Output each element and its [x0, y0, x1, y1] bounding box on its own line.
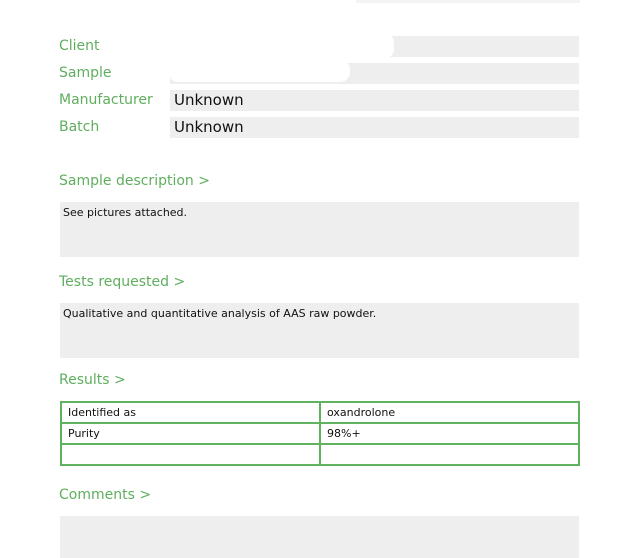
sample-redaction	[168, 60, 350, 82]
client-label: Client	[59, 38, 100, 54]
table-row	[61, 423, 579, 444]
table-row	[61, 444, 579, 465]
results-title: Results >	[59, 372, 126, 388]
tests-requested-box	[60, 303, 579, 358]
batch-field	[170, 117, 579, 138]
batch-label: Batch	[59, 119, 100, 135]
sample-description-title: Sample description >	[59, 173, 210, 189]
result-label: Purity	[61, 423, 320, 444]
comments-title: Comments >	[59, 487, 152, 503]
batch-value: Unknown	[174, 118, 244, 136]
results-table	[60, 401, 580, 466]
client-redaction	[166, 33, 394, 59]
tests-requested-text: Qualitative and quantitative analysis of AAS raw powder.	[63, 307, 377, 320]
result-label	[61, 444, 320, 465]
sample-description-box	[60, 202, 579, 257]
manufacturer-label: Manufacturer	[59, 92, 153, 108]
result-value: oxandrolone	[320, 402, 579, 423]
manufacturer-field	[170, 90, 579, 111]
sample-description-text: See pictures attached.	[63, 206, 188, 219]
result-label: Identified as	[61, 402, 320, 423]
sample-label: Sample	[59, 65, 112, 81]
tests-requested-title: Tests requested >	[59, 274, 186, 290]
sample-field	[170, 63, 579, 84]
client-field	[170, 36, 579, 57]
comments-box	[60, 516, 579, 558]
manufacturer-value: Unknown	[174, 91, 244, 109]
table-row	[61, 402, 579, 423]
result-value: 98%+	[320, 423, 579, 444]
top-cropped-field	[356, 0, 580, 3]
result-value	[320, 444, 579, 465]
